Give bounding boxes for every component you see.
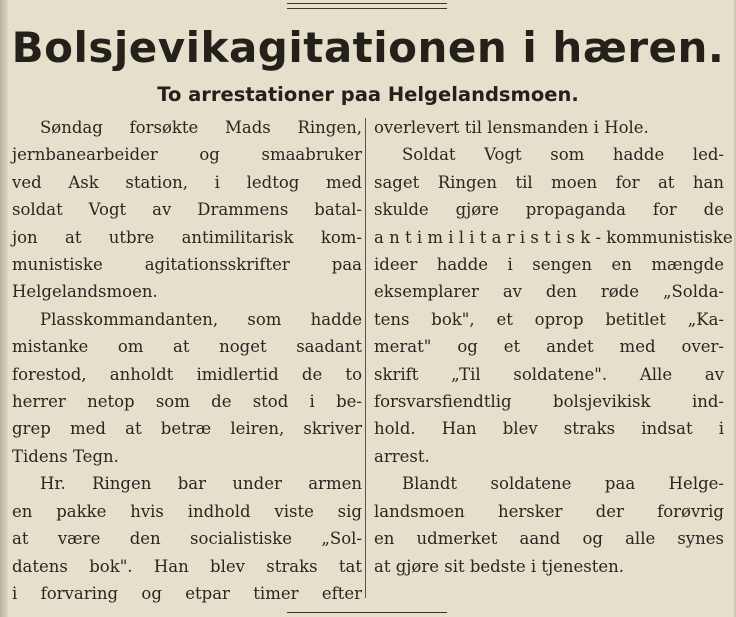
text-line: a n t i m i l i t a r i s t i s k - kommunistiske (374, 227, 733, 247)
text-line: en udmerket aand og alle synes (374, 529, 724, 549)
page-edge-shadow (0, 0, 8, 617)
text-line: tens bok", et oprop betitlet „Ka- (374, 309, 724, 329)
text-line: eksemplarer av den røde „Solda- (374, 282, 724, 302)
text-line: merat" og et andet med over- (374, 337, 724, 357)
text-line: Blandt soldatene paa Helge- (402, 474, 724, 494)
column-divider (365, 118, 366, 598)
article-column-left (12, 114, 362, 607)
text-line: munistiske agitationsskrifter paa (12, 255, 362, 275)
text-line: at gjøre sit bedste i tjenesten. (374, 556, 624, 576)
text-line: skrift „Til soldatene". Alle av (374, 364, 724, 384)
top-double-rule (287, 3, 447, 9)
text-line: Plasskommandanten, som hadde (40, 309, 362, 329)
text-line: ideer hadde i sengen en mængde (374, 255, 724, 275)
text-line: arrest. (374, 446, 430, 466)
article-headline: Bolsjevikagitationen i hæren. (11, 23, 725, 72)
text-line: ved Ask station, i ledtog med (12, 172, 362, 192)
bottom-rule (287, 612, 447, 613)
article-subheadline: To arrestationer paa Helgelandsmoen. (157, 83, 579, 106)
text-line: soldat Vogt av Drammens batal- (12, 200, 362, 220)
text-line: forestod, anholdt imidlertid de to (12, 364, 362, 384)
text-line: grep med at betræ leiren, skriver (12, 419, 362, 439)
text-line: herrer netop som de stod i be- (12, 392, 362, 412)
text-line: en pakke hvis indhold viste sig (12, 501, 362, 521)
article-column-right (374, 114, 733, 580)
text-line: jon at utbre antimilitarisk kom- (12, 227, 362, 247)
text-line: datens bok". Han blev straks tat (12, 556, 362, 576)
text-line: Helgelandsmoen. (12, 282, 158, 302)
text-line: hold. Han blev straks indsat i (374, 419, 724, 439)
text-line: skulde gjøre propaganda for de (374, 200, 724, 220)
text-line: Søndag forsøkte Mads Ringen, (40, 118, 362, 137)
text-line: saget Ringen til moen for at han (374, 172, 724, 192)
text-line: at være den socialistiske „Sol- (12, 529, 362, 549)
text-line: jernbanearbeider og smaabruker (12, 145, 362, 165)
text-line: Hr. Ringen bar under armen (40, 474, 362, 494)
text-line: landsmoen hersker der forøvrig (374, 501, 724, 521)
text-line: mistanke om at noget saadant (12, 337, 362, 357)
text-line: Soldat Vogt som hadde led- (402, 145, 724, 165)
text-line: i forvaring og etpar timer efter (12, 583, 362, 603)
text-line: overlevert til lensmanden i Hole. (374, 118, 649, 137)
text-line: forsvarsfiendtlig bolsjevikisk ind- (374, 392, 724, 412)
text-line: Tidens Tegn. (12, 446, 119, 466)
